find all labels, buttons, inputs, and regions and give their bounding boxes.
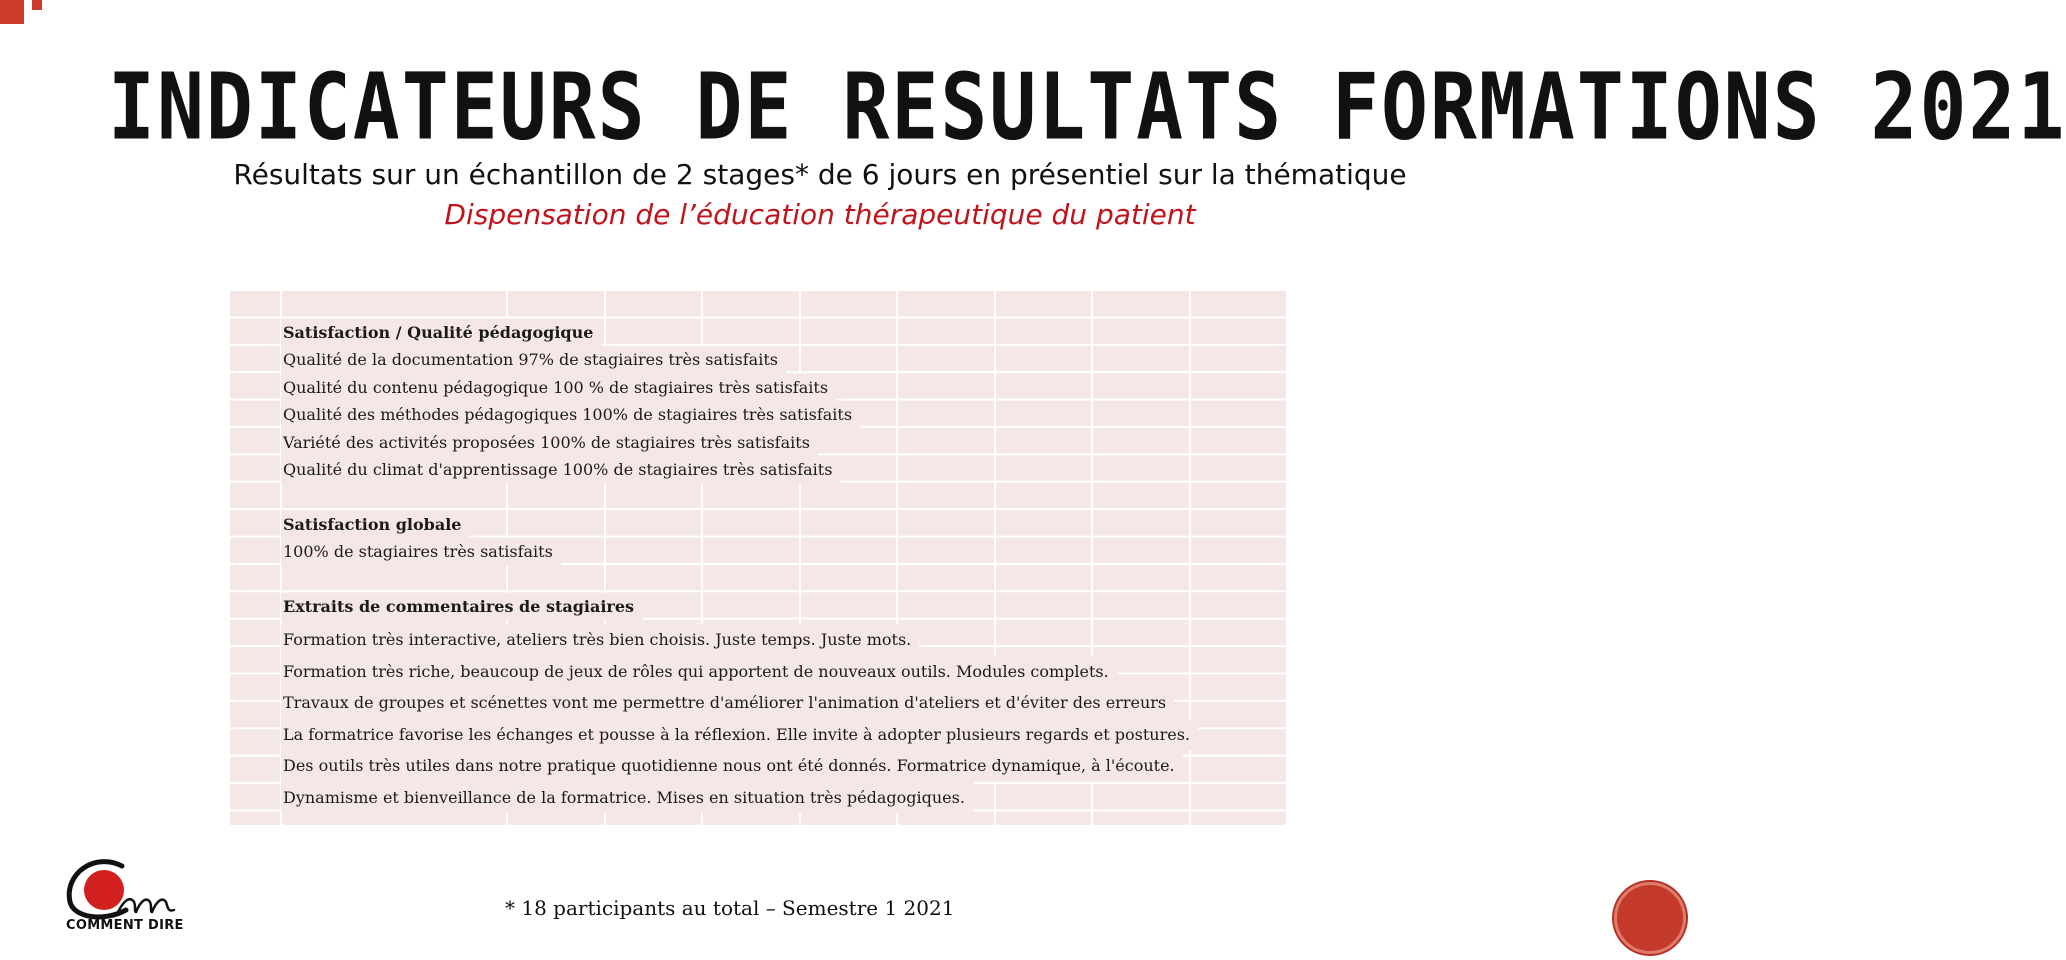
comment-item: Formation très riche, beaucoup de jeux de rôles qui apportent de nouveaux outils. Modules complets.: [281, 656, 1117, 688]
section-heading: Satisfaction / Qualité pédagogique: [281, 319, 601, 346]
list-item: 100% de stagiaires très satisfaits: [281, 538, 561, 565]
list-item: Variété des activités proposées 100% de stagiaires très satisfaits: [281, 429, 818, 456]
subtitle-theme: Dispensation de l’éducation thérapeutique du patient: [444, 198, 1196, 231]
section-heading: Extraits de commentaires de stagiaires: [281, 593, 642, 620]
list-item: Qualité des méthodes pédagogiques 100% de stagiaires très satisfaits: [281, 401, 860, 428]
next-slide-button[interactable]: [1614, 882, 1686, 954]
comment-item: Travaux de groupes et scénettes vont me permettre d'améliorer l'animation d'ateliers et d'éviter des erreurs: [281, 687, 1174, 719]
footnote: * 18 participants au total – Semestre 1 2021: [505, 896, 955, 920]
list-item: Qualité du contenu pédagogique 100 % de stagiaires très satisfaits: [281, 374, 836, 401]
list-item: Qualité du climat d'apprentissage 100% de stagiaires très satisfaits: [281, 456, 840, 483]
section-heading: Satisfaction globale: [281, 511, 469, 538]
corner-decoration-small: [32, 0, 42, 10]
corner-decoration: [0, 0, 24, 24]
comment-item: La formatrice favorise les échanges et pousse à la réflexion. Elle invite à adopter plusieurs regards et postures.: [281, 719, 1198, 751]
results-content: [281, 319, 1321, 813]
comment-item: Dynamisme et bienveillance de la formatrice. Mises en situation très pédagogiques.: [281, 782, 973, 814]
list-item: Qualité de la documentation 97% de stagiaires très satisfaits: [281, 346, 786, 373]
comment-item: Formation très interactive, ateliers très bien choisis. Juste temps. Juste mots.: [281, 624, 919, 656]
subtitle: Résultats sur un échantillon de 2 stages* de 6 jours en présentiel sur la thématique: [233, 158, 1407, 191]
page-title: INDICATEURS DE RESULTATS FORMATIONS 2021: [108, 54, 2066, 162]
comment-item: Des outils très utiles dans notre pratique quotidienne nous ont été donnés. Formatrice dynamique, à l'écoute.: [281, 750, 1183, 782]
logo-name: COMMENT DIRE: [66, 918, 184, 933]
